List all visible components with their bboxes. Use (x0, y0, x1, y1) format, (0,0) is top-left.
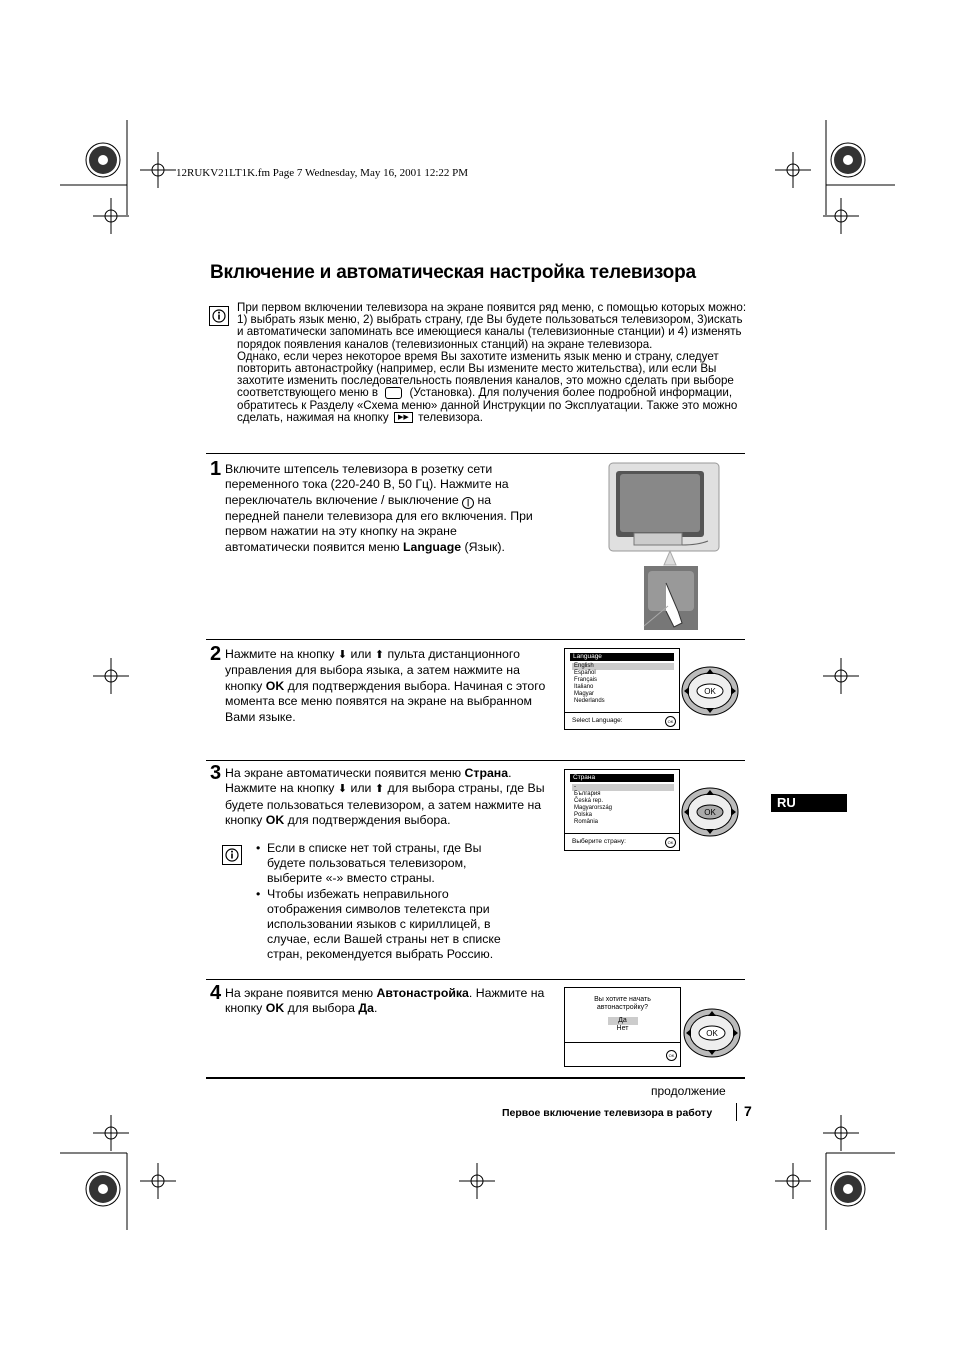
ok-icon: OK (665, 716, 676, 727)
divider (206, 760, 745, 761)
note-item: • Чтобы избежать неправильного отображения символов телетекста при использовании языков с кириллицей, в случае, если Вашей страны нет в списке стран, рекомендуется выбрать Россию. (267, 887, 521, 963)
menu-option: România (574, 819, 599, 825)
step-3-text: На экране автоматически появится меню Страна. Нажмите на кнопку ⬇ или ⬆ для выбора страны, где Вы будете пользоваться телевизором, а затем нажмите на кнопку OK для подтверждения выбора. (225, 766, 545, 828)
step-3-number: 3 (210, 762, 222, 784)
down-arrow-icon: ⬇ (337, 783, 348, 796)
language-tab: RU (771, 794, 847, 812)
file-header: 12RUKV21LT1K.fm Page 7 Wednesday, May 16, 2001 12:22 PM (176, 167, 469, 179)
divider (206, 979, 745, 980)
up-arrow-icon: ⬆ (374, 783, 385, 796)
fast-forward-button-icon: ▶▶ (394, 412, 413, 423)
menu-option: Español (574, 670, 596, 676)
menu-option: English (572, 663, 674, 670)
menu-option: България (574, 791, 601, 797)
intro-paragraph-1: При первом включении телевизора на экране появится ряд меню, с помощью которых можно: 1) выбрать язык меню, 2) выбрать страну, где Вы будете пользоваться телевизором, 3)искать и автоматически запоминать все имеющиеся каналы (телевизионные станции) и 4) изменять порядок появления каналов (телевизионных станций) на экране телевизора. (237, 301, 747, 351)
language-menu-screen (564, 648, 680, 730)
menu-option: Polska (574, 812, 593, 818)
registration-mark-bottom-left (60, 1115, 176, 1230)
remote-joystick-icon (683, 1008, 741, 1058)
autotune-menu-screen (564, 987, 681, 1067)
step-1-number: 1 (210, 458, 222, 480)
registration-mark-bottom-right (775, 1115, 895, 1230)
remote-joystick-icon (681, 666, 739, 716)
menu-option: Italiano (574, 684, 594, 690)
remote-ok-label: OK (706, 1029, 718, 1038)
tv-illustration (608, 461, 720, 633)
info-icon (209, 306, 229, 326)
continued-label: продолжение (651, 1084, 726, 1098)
setup-menu-icon (385, 387, 402, 399)
page-title: Включение и автоматическая настройка телевизора (210, 262, 696, 283)
ok-icon: OK (666, 1050, 677, 1061)
note-item: • Если в списке нет той страны, где Вы будете пользоваться телевизором, выберите «-» вместо страны. (267, 841, 521, 887)
remote-ok-label: OK (704, 808, 716, 817)
divider (206, 1077, 745, 1079)
power-icon: | (462, 497, 474, 509)
ok-icon: OK (665, 837, 676, 848)
up-arrow-icon: ⬆ (374, 649, 385, 661)
menu-option: Nederlands (574, 698, 605, 704)
step-2-text: Нажмите на кнопку ⬇ или ⬆ пульта дистанционного управления для выбора языка, а затем нажмите на кнопку OK для подтверждения выбора. Начиная с этого момента все меню появятся на экране на выбранном Вами языке. (225, 647, 546, 724)
registration-mark-top-left (60, 120, 176, 234)
autotune-yes-option: Да (608, 1017, 638, 1025)
autotune-no-option: Нет (616, 1025, 629, 1032)
down-arrow-icon: ⬇ (337, 649, 348, 661)
divider (206, 453, 745, 454)
registration-mark-top-right (775, 120, 895, 234)
step-4-number: 4 (210, 982, 222, 1004)
step-1-text: Включите штепсель телевизора в розетку сети переменного тока (220-240 В, 50 Гц). Нажмите на переключатель включение / выключение | на передней панели телевизора для его включения. При первом нажатии на эту кнопку на экране автоматически появится меню Language (Язык). (225, 462, 533, 554)
footer-separator (736, 1103, 737, 1121)
autotune-question: Вы хотите начать автонастройку? (594, 996, 651, 1011)
info-icon (222, 845, 242, 865)
country-menu-prompt: Выберите страну: (565, 833, 679, 850)
language-menu-title: Language (570, 653, 674, 661)
step-2-number: 2 (210, 643, 222, 665)
page-number: 7 (744, 1103, 752, 1119)
menu-option: Česká rep. (574, 798, 604, 804)
country-menu-screen (564, 769, 680, 851)
remote-joystick-icon (681, 787, 739, 837)
step-4-text: На экране появится меню Автонастройка. Нажмите на кнопку OK для выбора Да. (225, 986, 545, 1016)
remote-ok-label: OK (704, 687, 716, 696)
intro-text (237, 302, 749, 424)
menu-option: - (572, 784, 674, 791)
notes-list (251, 841, 521, 963)
intro-paragraph-2: Однако, если через некоторое время Вы захотите изменить язык меню и страну, следует повторить автонастройку (например, если Вы измените место жительства), или если Вы захотите изменить последовательность появления каналов, это можно сделать при выборе соответствующего меню в (Установка). Для получения более подробной информации, обратитесь к Разделу «Схема меню» данной Инструкции по Эксплуатации. Также это можно сделать, нажимая на кнопку ▶▶ телевизора. (237, 349, 738, 424)
country-menu-title: Страна (570, 774, 674, 782)
menu-option: Français (574, 677, 598, 683)
section-name: Первое включение телевизора в работу (502, 1107, 713, 1119)
country-options (574, 784, 674, 826)
language-menu-prompt: Select Language: (565, 712, 679, 729)
divider (206, 639, 745, 640)
language-options (574, 663, 674, 705)
menu-option: Magyar (574, 691, 595, 697)
menu-option: Magyarország (574, 805, 613, 811)
